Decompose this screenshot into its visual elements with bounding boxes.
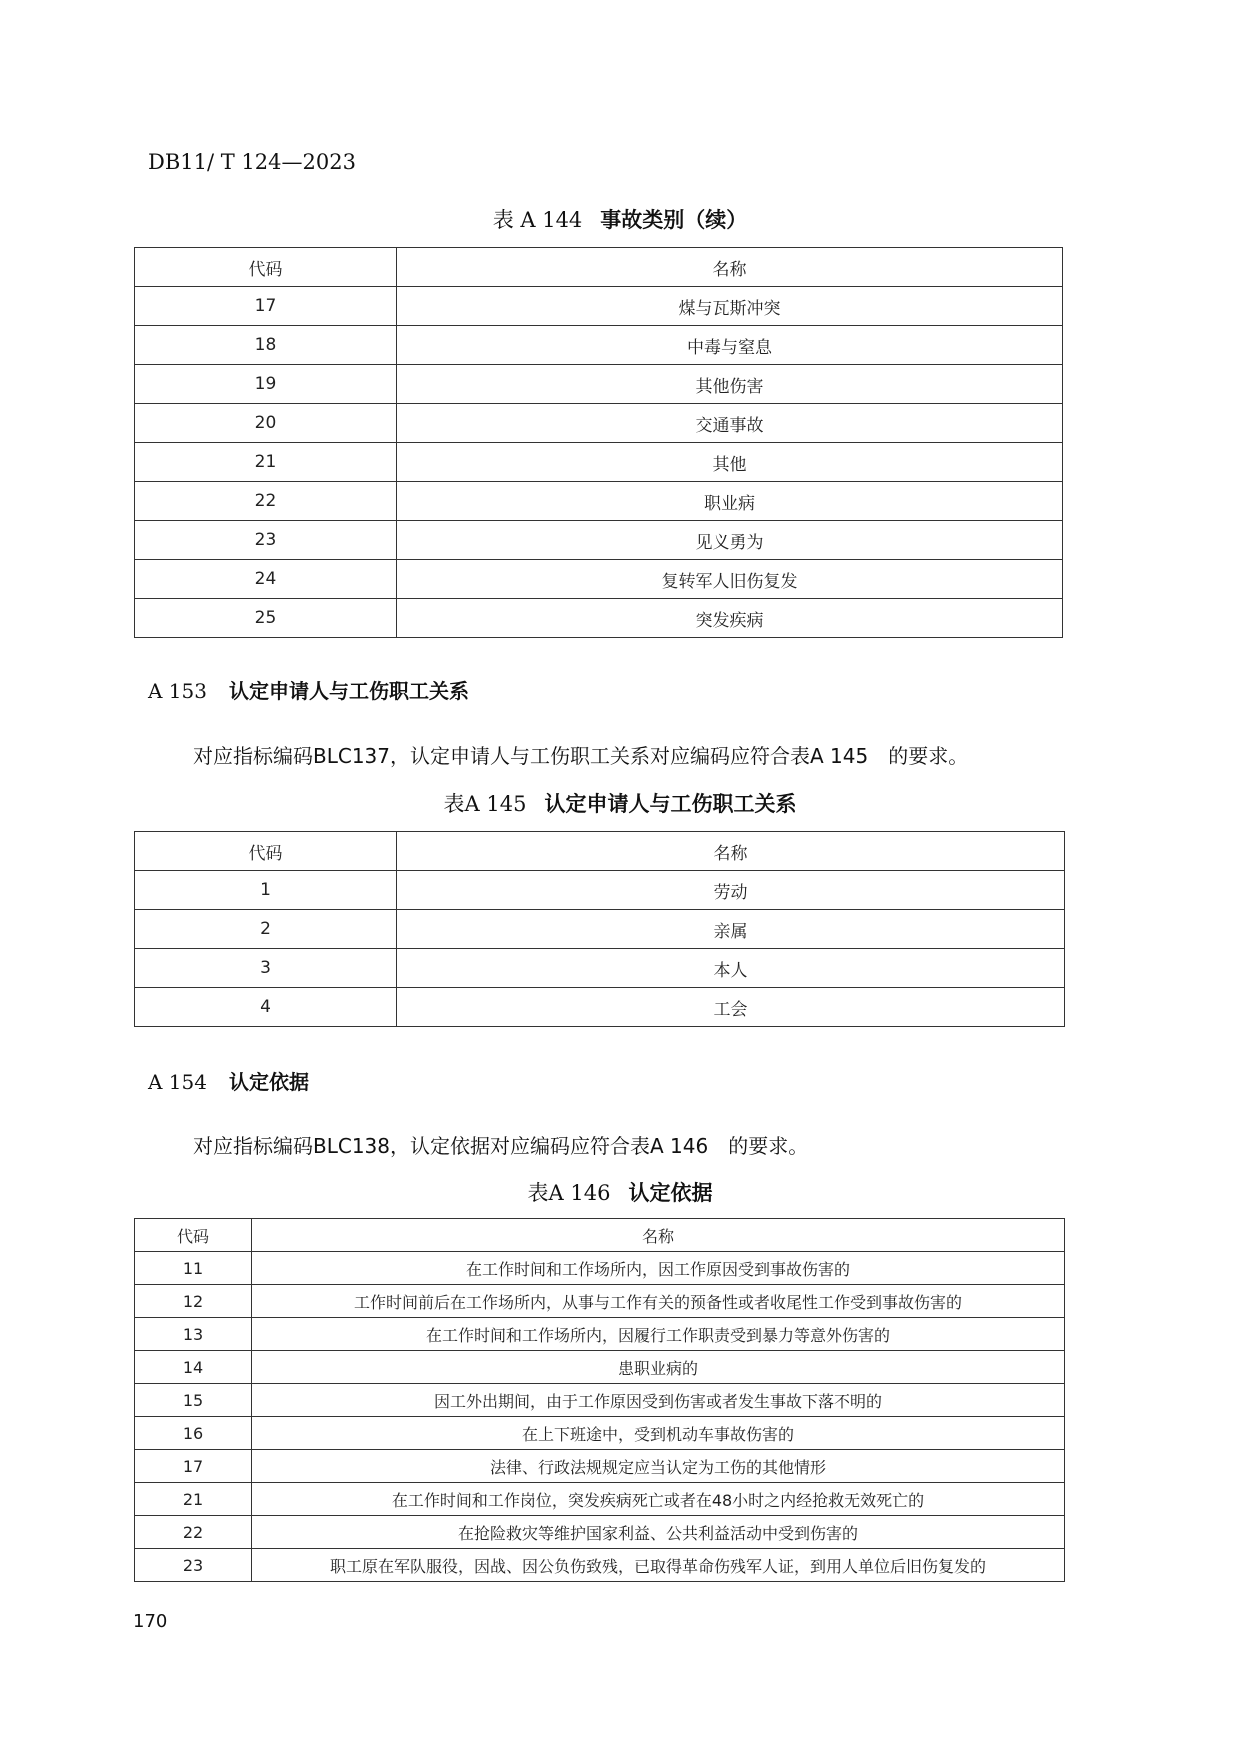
table-row <box>135 1351 1065 1384</box>
table-row <box>135 560 1063 599</box>
cell-code: 12 <box>135 1285 252 1318</box>
cell-name: 其他 <box>397 443 1063 482</box>
table-row <box>135 287 1063 326</box>
header-code: 代码 <box>135 832 397 871</box>
table-a145-caption <box>0 788 1240 818</box>
table-row <box>135 326 1063 365</box>
cell-name: 突发疾病 <box>397 599 1063 638</box>
table-row <box>135 1252 1065 1285</box>
cell-name: 劳动 <box>397 871 1065 910</box>
cell-name: 中毒与窒息 <box>397 326 1063 365</box>
section-a153-title: 认定申请人与工伤职工关系 <box>228 679 469 703</box>
cell-code: 23 <box>135 1549 252 1582</box>
section-a153-paragraph: 对应指标编码BLC137，认定申请人与工伤职工关系对应编码应符合表A 145 的要求。 <box>193 744 969 768</box>
table-a144 <box>134 247 1063 638</box>
table-row <box>135 365 1063 404</box>
cell-code: 3 <box>135 949 397 988</box>
table-row <box>135 404 1063 443</box>
cell-code: 22 <box>135 482 397 521</box>
cell-name: 在工作时间和工作场所内，因工作原因受到事故伤害的 <box>252 1252 1065 1285</box>
cell-name: 其他伤害 <box>397 365 1063 404</box>
cell-name: 患职业病的 <box>252 1351 1065 1384</box>
table-a144-caption-title: 事故类别（续） <box>600 208 748 232</box>
cell-code: 13 <box>135 1318 252 1351</box>
table-row <box>135 871 1065 910</box>
cell-name: 交通事故 <box>397 404 1063 443</box>
header-name: 名称 <box>252 1219 1065 1252</box>
table-row <box>135 1285 1065 1318</box>
header-code: 代码 <box>135 248 397 287</box>
cell-name: 在工作时间和工作岗位，突发疾病死亡或者在48小时之内经抢救无效死亡的 <box>252 1483 1065 1516</box>
cell-code: 11 <box>135 1252 252 1285</box>
cell-code: 23 <box>135 521 397 560</box>
table-row <box>135 1417 1065 1450</box>
table-header-row <box>135 832 1065 871</box>
table-row <box>135 910 1065 949</box>
cell-code: 4 <box>135 988 397 1027</box>
table-a145-caption-title: 认定申请人与工伤职工关系 <box>544 792 797 816</box>
cell-name: 因工外出期间，由于工作原因受到伤害或者发生事故下落不明的 <box>252 1384 1065 1417</box>
header-name: 名称 <box>397 248 1063 287</box>
table-row <box>135 1318 1065 1351</box>
cell-code: 22 <box>135 1516 252 1549</box>
cell-code: 17 <box>135 287 397 326</box>
cell-code: 1 <box>135 871 397 910</box>
table-a146-caption <box>0 1177 1240 1207</box>
page-number: 170 <box>133 1611 168 1632</box>
table-row <box>135 988 1065 1027</box>
table-row <box>135 443 1063 482</box>
cell-code: 20 <box>135 404 397 443</box>
section-a153-heading <box>148 675 469 704</box>
table-row <box>135 1384 1065 1417</box>
section-a154-title: 认定依据 <box>228 1070 309 1094</box>
cell-name: 亲属 <box>397 910 1065 949</box>
cell-code: 15 <box>135 1384 252 1417</box>
section-a154-heading <box>148 1066 309 1095</box>
table-a145-caption-number: 表A 145 <box>443 792 527 816</box>
cell-name: 煤与瓦斯冲突 <box>397 287 1063 326</box>
cell-code: 24 <box>135 560 397 599</box>
cell-code: 18 <box>135 326 397 365</box>
cell-code: 21 <box>135 443 397 482</box>
cell-name: 见义勇为 <box>397 521 1063 560</box>
cell-code: 14 <box>135 1351 252 1384</box>
table-header-row <box>135 1219 1065 1252</box>
table-row <box>135 1516 1065 1549</box>
section-a154-number: A 154 <box>148 1070 207 1094</box>
section-a153-number: A 153 <box>148 679 207 703</box>
cell-code: 16 <box>135 1417 252 1450</box>
table-a145 <box>134 831 1065 1027</box>
cell-name: 职工原在军队服役，因战、因公负伤致残，已取得革命伤残军人证，到用人单位后旧伤复发的 <box>252 1549 1065 1582</box>
cell-name: 在上下班途中，受到机动车事故伤害的 <box>252 1417 1065 1450</box>
table-a146-caption-title: 认定依据 <box>628 1181 713 1205</box>
header-code: 代码 <box>135 1219 252 1252</box>
cell-code: 25 <box>135 599 397 638</box>
table-row <box>135 1483 1065 1516</box>
table-row <box>135 482 1063 521</box>
cell-code: 2 <box>135 910 397 949</box>
table-row <box>135 1450 1065 1483</box>
table-a144-caption <box>0 204 1240 234</box>
table-a146 <box>134 1218 1065 1582</box>
cell-name: 在工作时间和工作场所内，因履行工作职责受到暴力等意外伤害的 <box>252 1318 1065 1351</box>
table-a144-caption-number: 表 A 144 <box>492 208 583 232</box>
header-name: 名称 <box>397 832 1065 871</box>
table-a146-caption-number: 表A 146 <box>527 1181 611 1205</box>
cell-name: 本人 <box>397 949 1065 988</box>
cell-name: 工会 <box>397 988 1065 1027</box>
cell-name: 复转军人旧伤复发 <box>397 560 1063 599</box>
cell-code: 17 <box>135 1450 252 1483</box>
cell-name: 法律、行政法规规定应当认定为工伤的其他情形 <box>252 1450 1065 1483</box>
cell-name: 在抢险救灾等维护国家利益、公共利益活动中受到伤害的 <box>252 1516 1065 1549</box>
table-header-row <box>135 248 1063 287</box>
table-row <box>135 1549 1065 1582</box>
table-row <box>135 599 1063 638</box>
table-row <box>135 521 1063 560</box>
table-row <box>135 949 1065 988</box>
cell-name: 工作时间前后在工作场所内，从事与工作有关的预备性或者收尾性工作受到事故伤害的 <box>252 1285 1065 1318</box>
section-a154-paragraph: 对应指标编码BLC138，认定依据对应编码应符合表A 146 的要求。 <box>193 1134 809 1158</box>
cell-code: 19 <box>135 365 397 404</box>
cell-name: 职业病 <box>397 482 1063 521</box>
document-number: DB11/ T 124—2023 <box>148 150 356 174</box>
cell-code: 21 <box>135 1483 252 1516</box>
